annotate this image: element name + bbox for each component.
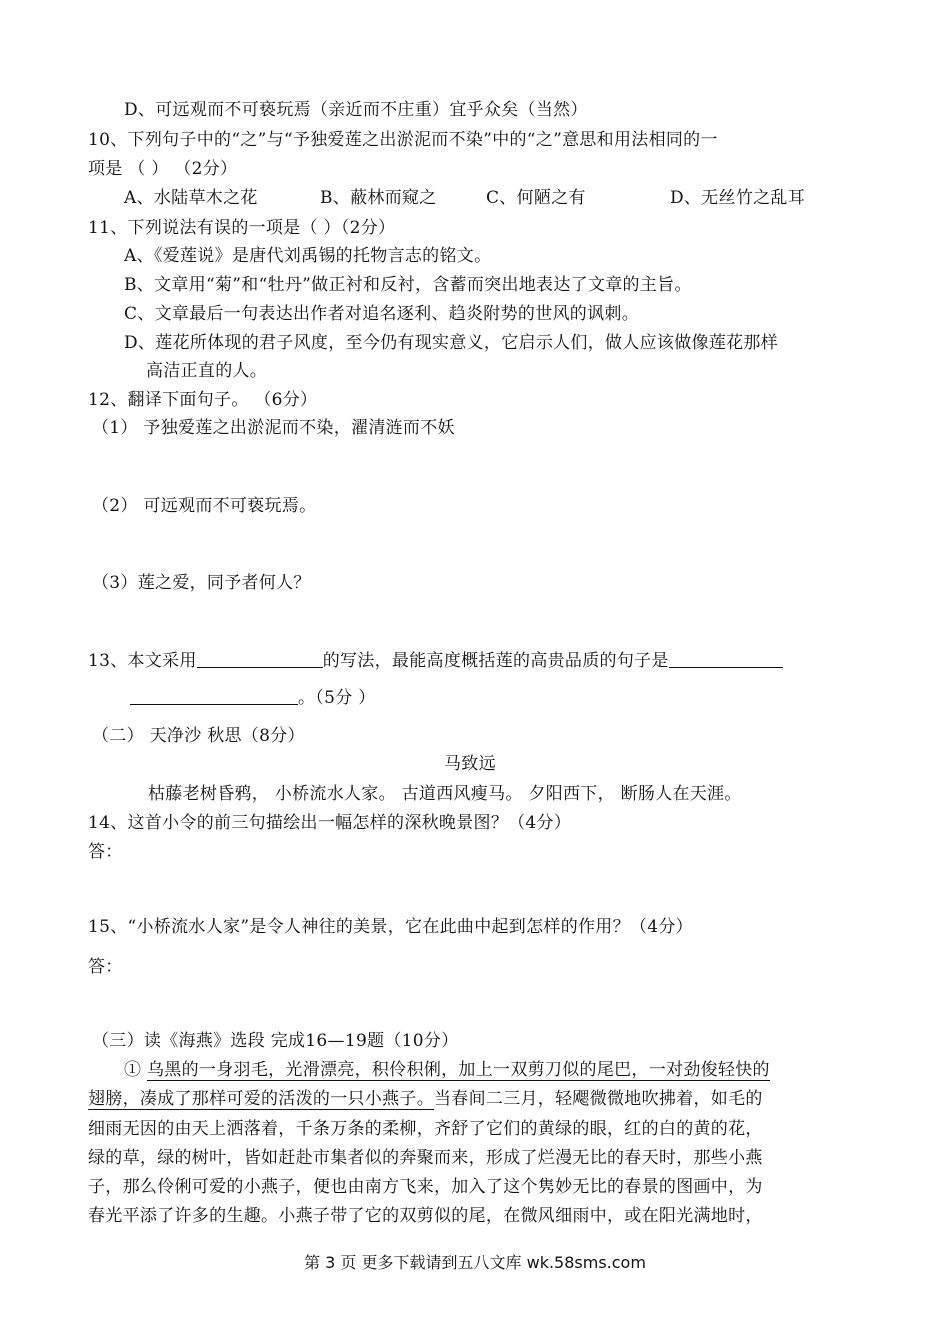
q11-option-a: A、《爱莲说》是唐代刘禹锡的托物言志的铭文。 <box>124 246 492 266</box>
section3-title: （三）读《海燕》选段 完成16—19题（10分） <box>92 1031 459 1051</box>
q9-option-d <box>124 98 588 122</box>
q14-stem: 14、这首小令的前三句描绘出一幅怎样的深秋晚景图？（4分） <box>88 813 572 833</box>
q13-blank-sentence-a <box>669 649 783 668</box>
q13-part3: 。（5分 ） <box>298 688 376 708</box>
q13-part1: 13、本文采用 <box>88 651 197 671</box>
passage-line-3: 细雨无因的由天上洒落着，千条万条的柔柳，齐舒了它们的黄绿的眼，红的白的黄的花， <box>88 1119 763 1139</box>
q11-option-b: B、文章用“菊”和“牡丹”做正衬和反衬，含蓄而突出地表达了文章的主旨。 <box>124 275 692 295</box>
q12-stem: 12、翻译下面句子。 （6分） <box>88 390 318 410</box>
page-footer: 第 3 页 更多下载请到五八文库 wk.58sms.com <box>304 1253 646 1272</box>
passage-line-6: 春光平添了许多的生趣。小燕子带了它的双剪似的尾，在微风细雨中，或在阳光满地时， <box>88 1206 763 1226</box>
q11-stem: 11、下列说法有误的一项是（ ）（2分） <box>88 218 396 238</box>
q15-stem: 15、“小桥流水人家”是令人神往的美景，它在此曲中起到怎样的作用？（4分） <box>88 917 693 937</box>
q10-option-d: D、无丝竹之乱耳 <box>670 188 806 208</box>
passage-line-5: 子，那么伶俐可爱的小燕子，便也由南方飞来，加入了这个隽妙无比的春景的图画中，为 <box>88 1177 763 1197</box>
q13-line2 <box>130 686 376 710</box>
q10-stem-line2: 项是 （ ） （2分） <box>88 159 238 179</box>
q10-option-c: C、何陋之有 <box>486 188 586 208</box>
q11-option-d-line2: 高洁正直的人。 <box>146 361 268 381</box>
q14-answer-label: 答： <box>88 842 123 862</box>
paragraph-marker: ① <box>124 1060 142 1080</box>
section2-title: （二） 天净沙 秋思（8分） <box>92 726 305 746</box>
poem-text: 枯藤老树昏鸦， 小桥流水人家。 古道西风瘦马。 夕阳西下， 断肠人在天涯。 <box>148 784 742 804</box>
q10-stem-line1: 10、下列句子中的“之”与“予独爱莲之出淤泥而不染”中的“之”意思和用法相同的一 <box>88 130 718 150</box>
q13-line1 <box>88 649 783 673</box>
q13-blank-sentence-b <box>130 686 298 705</box>
passage-underlined-2: 翅膀，凑成了那样可爱的活泼的一只小燕子。 <box>88 1089 434 1109</box>
q9-option-d-text: D、可远观而不可亵玩焉（亲近而不庄重）宜乎众矣（当然） <box>124 100 588 120</box>
passage-line-1 <box>124 1058 770 1082</box>
q13-blank-method <box>197 649 323 668</box>
q10-option-a: A、水陆草木之花 <box>124 188 258 208</box>
q11-option-c: C、文章最后一句表达出作者对追名逐利、趋炎附势的世风的讽刺。 <box>124 304 640 324</box>
passage-underlined-1: 乌黑的一身羽毛，光滑漂亮，积伶积俐，加上一双剪刀似的尾巴，一对劲俊轻快的 <box>147 1060 770 1080</box>
q12-sentence-1: （1） 予独爱莲之出淤泥而不染，濯清涟而不妖 <box>92 418 455 438</box>
q10-option-b: B、蔽林而窥之 <box>320 188 437 208</box>
q11-option-d-line1: D、莲花所体现的君子风度，至今仍有现实意义，它启示人们，做人应该做像莲花那样 <box>124 333 779 353</box>
passage-line-4: 绿的草，绿的树叶，皆如赶赴市集者似的奔聚而来，形成了烂漫无比的春天时，那些小燕 <box>88 1148 763 1168</box>
q12-sentence-2: （2） 可远观而不可亵玩焉。 <box>92 496 317 516</box>
q13-part2: 的写法，最能高度概括莲的高贵品质的句子是 <box>322 651 669 671</box>
passage-line-2-rest: 当春间二三月，轻飔微微地吹拂着，如毛的 <box>434 1089 763 1109</box>
passage-line-2 <box>88 1087 763 1111</box>
q15-answer-label: 答： <box>88 957 123 977</box>
q12-sentence-3: （3）莲之爱，同予者何人？ <box>92 573 311 593</box>
poem-author: 马致远 <box>444 754 496 774</box>
